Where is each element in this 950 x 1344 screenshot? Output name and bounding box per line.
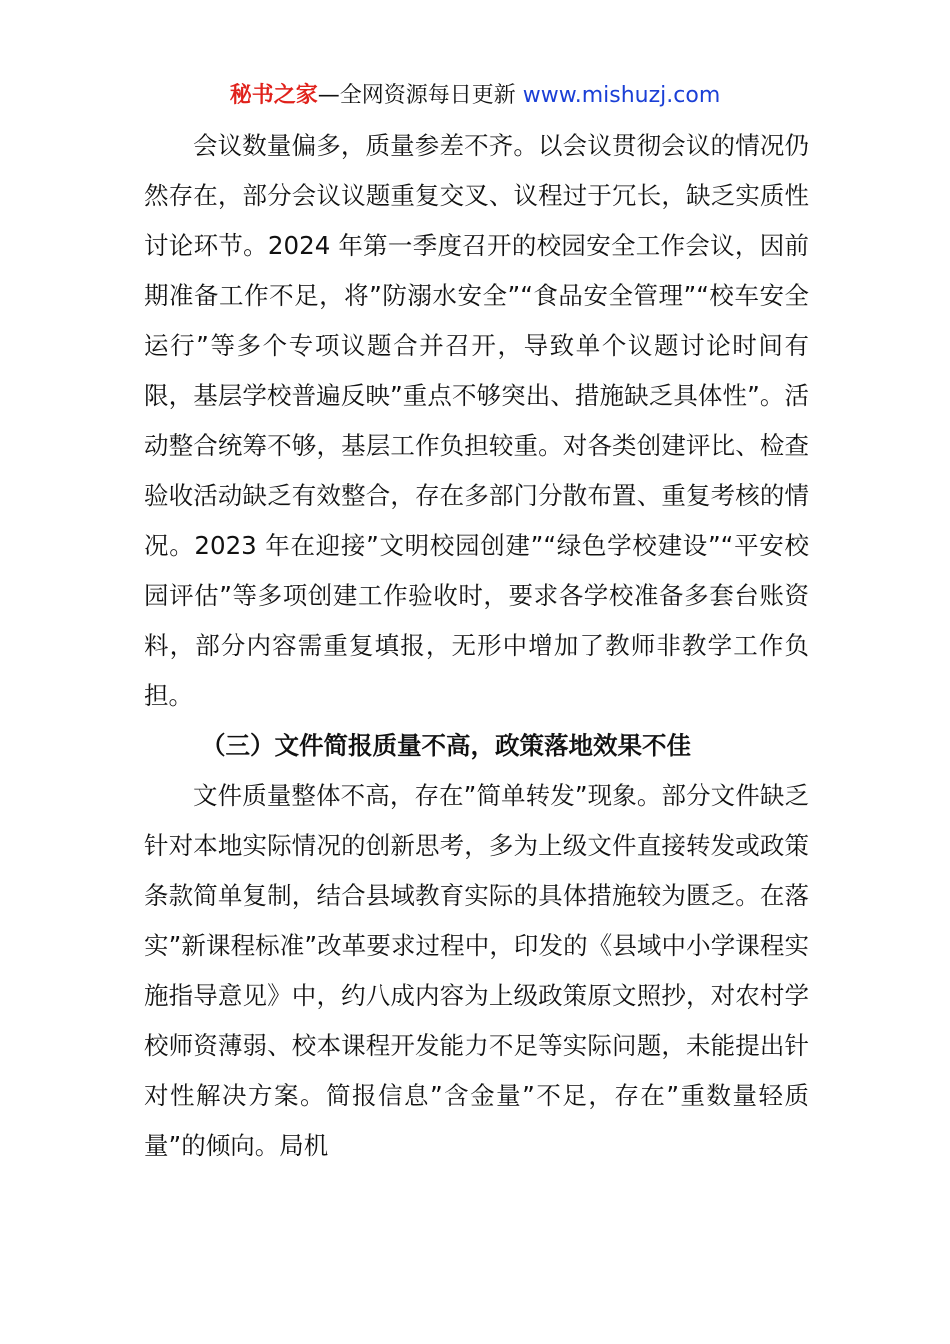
header-tagline: —全网资源每日更新 [317, 83, 516, 108]
section-heading-3: （三）文件简报质量不高，政策落地效果不佳 [201, 731, 691, 760]
brand-name: 秘书之家 [229, 83, 318, 108]
site-url[interactable]: www.mishuzj.com [522, 83, 721, 108]
document-body [144, 121, 809, 1171]
paragraph-documents: 文件质量整体不高，存在”简单转发”现象。部分文件缺乏针对本地实际情况的创新思考，多为上级文件直接转发或政策条款简单复制，结合县域教育实际的具体措施较为匮乏。在落实”新课程标准”改革要求过程中，印发的《县域中小学课程实施指导意见》中，约八成内容为上级政策原文照抄，对农村学校师资薄弱、校本课程开发能力不足等实际问题，未能提出针对性解决方案。简报信息”含金量”不足，存在”重数量轻质量”的倾向。局机 [144, 781, 809, 1160]
paragraph-meetings: 会议数量偏多，质量参差不齐。以会议贯彻会议的情况仍然存在，部分会议议题重复交叉、议程过于冗长，缺乏实质性讨论环节。2024 年第一季度召开的校园安全工作会议，因前期准备工作不足，将”防溺水安全”“食品安全管理”“校车安全运行”等多个专项议题合并召开，导致单个议题讨论时间有限，基层学校普遍反映”重点不够突出、措施缺乏具体性”。活动整合统筹不够，基层工作负担较重。对各类创建评比、检查验收活动缺乏有效整合，存在多部门分散布置、重复考核的情况。2023 年在迎接”文明校园创建”“绿色学校建设”“平安校园评估”等多项创建工作验收时，要求各学校准备多套台账资料，部分内容需重复填报，无形中增加了教师非教学工作负担。 [144, 131, 809, 710]
page-header [0, 80, 950, 112]
